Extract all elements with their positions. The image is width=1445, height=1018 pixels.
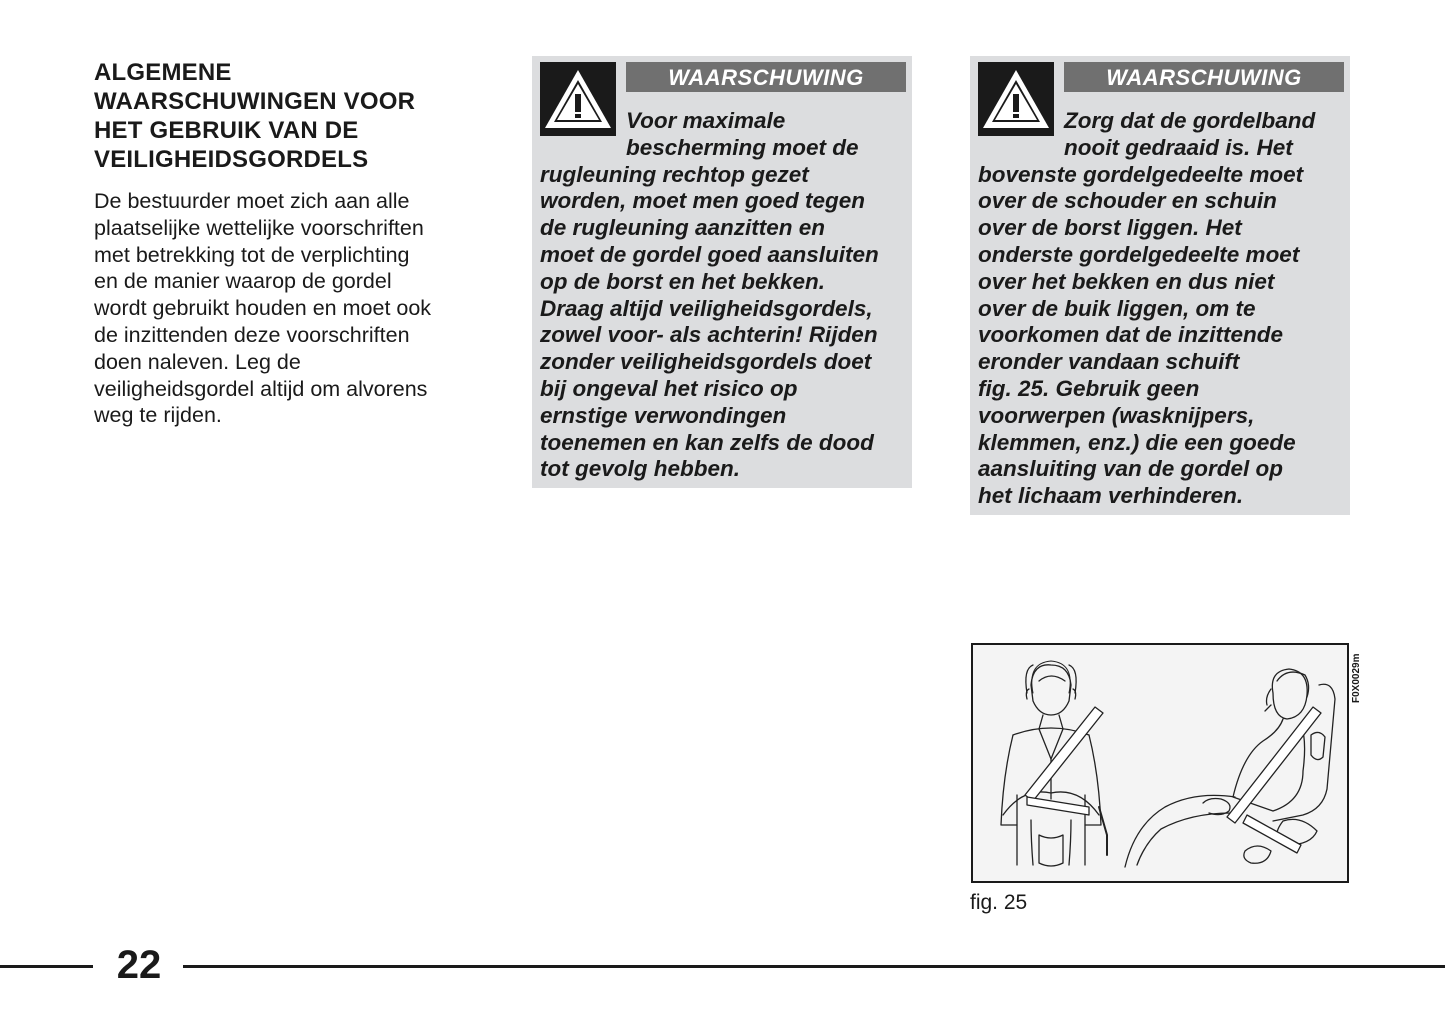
warning-line: toenemen en kan zelfs de dood <box>540 429 874 455</box>
warning-line: aansluiting van de gordel op <box>978 456 1284 482</box>
warning-line: over het bekken en dus niet <box>978 268 1275 294</box>
warning-title: WAARSCHUWING <box>1064 62 1344 92</box>
warning-header <box>540 62 906 142</box>
warning-line: bescherming moet de <box>626 134 859 160</box>
body-line: De bestuurder moet zich aan alle <box>94 189 410 213</box>
body-paragraph <box>94 188 484 429</box>
warning-line: ernstige verwondingen <box>540 402 787 428</box>
warning-line: eronder vandaan schuift <box>978 349 1240 375</box>
warning-text <box>540 108 906 483</box>
body-line: weg te rijden. <box>94 403 222 428</box>
footer-rule-left <box>0 965 93 968</box>
body-line: met betrekking tot de verplichting <box>94 242 410 267</box>
warning-line: bovenste gordelgedeelte moet <box>978 161 1304 187</box>
left-column <box>94 58 484 429</box>
warning-text <box>978 108 1344 510</box>
warning-line: zonder veiligheidsgordels doet <box>540 349 872 375</box>
warning-line: Voor maximale <box>626 108 786 133</box>
warning-line: de rugleuning aanzitten en <box>540 215 826 241</box>
warning-line: Draag altijd veiligheidsgordels, <box>540 295 873 321</box>
warning-line: klemmen, enz.) die een goede <box>978 429 1296 455</box>
warning-line: op de borst en het bekken. <box>540 268 826 294</box>
warning-line: rugleuning rechtop gezet <box>540 161 809 187</box>
heading-line: ALGEMENE <box>94 59 232 86</box>
warning-line: tot gevolg hebben. <box>540 456 740 482</box>
heading-line: HET GEBRUIK VAN DE <box>94 117 359 144</box>
warning-line: Zorg dat de gordelband <box>1064 108 1316 133</box>
seatbelt-illustration <box>971 643 1349 883</box>
warning-box-2 <box>970 56 1350 515</box>
body-line: de inzittenden deze voorschriften <box>94 322 410 347</box>
page-number: 22 <box>116 943 162 987</box>
body-line: plaatselijke wettelijke voorschriften <box>94 215 424 240</box>
body-line: doen naleven. Leg de <box>94 349 301 374</box>
warning-line: worden, moet men goed tegen <box>540 188 866 214</box>
warning-line: fig. 25. Gebruik geen <box>978 375 1200 401</box>
warning-line: het lichaam verhinderen. <box>978 483 1244 509</box>
footer-rule-right <box>183 965 1445 968</box>
warning-line: zowel voor- als achterin! Rijden <box>540 322 878 348</box>
figure-caption: fig. 25 <box>970 891 1028 914</box>
warning-line: voorkomen dat de inzittende <box>978 322 1284 348</box>
warning-line: over de buik liggen, om te <box>978 295 1256 321</box>
warning-triangle-icon <box>978 62 1054 136</box>
heading-line: VEILIGHEIDSGORDELS <box>94 146 369 173</box>
warning-line: over de borst liggen. Het <box>978 215 1242 241</box>
seatbelt-drawing <box>973 645 1347 881</box>
figure-code: F0X0029m <box>1351 653 1362 703</box>
body-line: wordt gebruikt houden en moet ook <box>94 296 432 321</box>
warning-line: over de schouder en schuin <box>978 188 1277 214</box>
heading-line: WAARSCHUWINGEN VOOR <box>94 88 416 115</box>
warning-line: nooit gedraaid is. Het <box>1064 134 1293 160</box>
warning-title: WAARSCHUWING <box>626 62 906 92</box>
warning-line: bij ongeval het risico op <box>540 375 798 401</box>
warning-box-1 <box>532 56 912 488</box>
section-heading <box>94 58 484 174</box>
warning-triangle-icon <box>540 62 616 136</box>
warning-line: moet de gordel goed aansluiten <box>540 241 879 267</box>
body-line: en de manier waarop de gordel <box>94 269 392 294</box>
warning-line: voorwerpen (wasknijpers, <box>978 402 1255 428</box>
warning-line: onderste gordelgedeelte moet <box>978 241 1300 267</box>
body-line: veiligheidsgordel altijd om alvorens <box>94 376 428 401</box>
warning-header <box>978 62 1344 142</box>
